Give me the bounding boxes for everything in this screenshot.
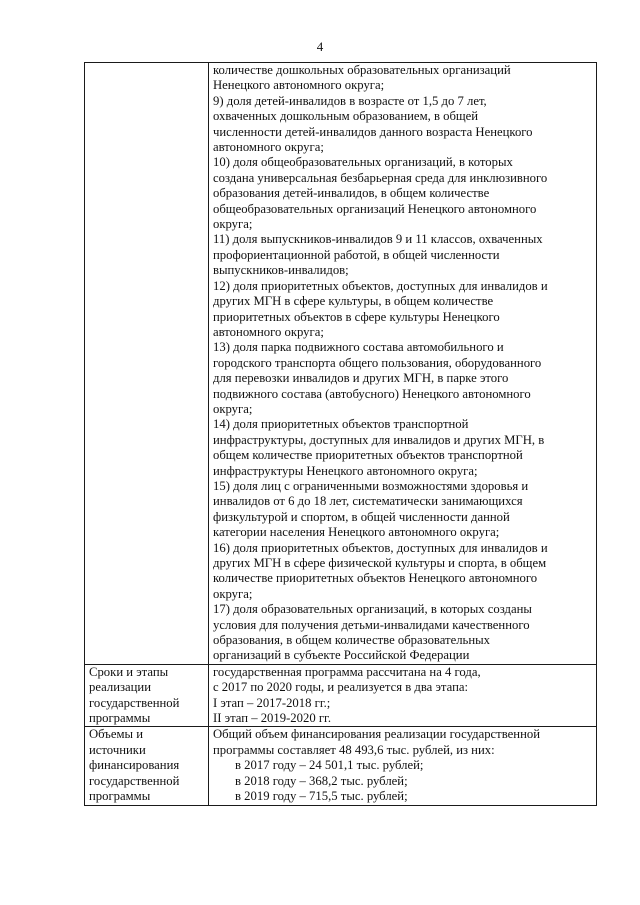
label-line: программы xyxy=(89,711,151,726)
text-line: организаций в субъекте Российской Федерации xyxy=(213,648,470,663)
page-number: 4 xyxy=(316,39,324,54)
text-line: категории населения Ненецкого автономного округа; xyxy=(213,525,500,540)
text-line: государственная программа рассчитана на 4 года, xyxy=(213,664,481,679)
label-line: реализации xyxy=(89,680,152,695)
text-line: округа; xyxy=(213,401,253,416)
text-line: образования детей-инвалидов, в общем количестве xyxy=(213,186,490,201)
text-line: округа; xyxy=(213,586,253,601)
label-line: Сроки и этапы xyxy=(89,664,169,679)
text-line: инфраструктуры Ненецкого автономного округа; xyxy=(213,463,478,478)
text-line: в 2018 году – 368,2 тыс. рублей; xyxy=(235,773,408,788)
text-line: для перевозки инвалидов и других МГН, в парке этого xyxy=(213,371,509,386)
text-line: округа; xyxy=(213,217,253,232)
text-line: 13) доля парка подвижного состава автомобильного и xyxy=(213,340,504,355)
label-line: программы xyxy=(89,789,151,804)
text-line: автономного округа; xyxy=(213,324,324,339)
text-line: численности детей-инвалидов данного возраста Ненецкого xyxy=(213,124,533,139)
text-line: 16) доля приоритетных объектов, доступных для инвалидов и xyxy=(213,540,548,555)
table-body xyxy=(85,63,597,806)
label-line: источники xyxy=(89,742,146,757)
text-line: в 2019 году – 715,5 тыс. рублей; xyxy=(235,789,408,804)
text-line: подвижного состава (автобусного) Ненецкого автономного xyxy=(213,386,531,401)
table-row xyxy=(85,727,597,805)
text-line: охваченных дошкольным образованием, в общей xyxy=(213,109,479,124)
text-line: Ненецкого автономного округа; xyxy=(213,78,385,93)
text-line: 9) доля детей-инвалидов в возрасте от 1,5 до 7 лет, xyxy=(213,93,487,108)
program-passport-table xyxy=(84,62,597,806)
text-line: физкультурой и спортом, в общей численности данной xyxy=(213,509,510,524)
text-line: в 2017 году – 24 501,1 тыс. рублей; xyxy=(235,758,424,773)
text-line: Общий объем финансирования реализации государственной xyxy=(213,727,540,742)
text-line: общеобразовательных организаций Ненецкого автономного xyxy=(213,201,537,216)
text-line: условия для получения детьми-инвалидами качественного xyxy=(213,617,530,632)
text-line: I этап – 2017-2018 гг.; xyxy=(213,695,331,710)
text-line: 12) доля приоритетных объектов, доступных для инвалидов и xyxy=(213,278,548,293)
label-line: Объемы и xyxy=(89,727,144,742)
label-line: государственной xyxy=(89,695,180,710)
row-label-cell xyxy=(85,63,209,665)
text-line: 15) доля лиц с ограниченными возможностями здоровья и xyxy=(213,478,529,493)
text-line: 10) доля общеобразовательных организаций, в которых xyxy=(213,155,513,170)
text-line: с 2017 по 2020 годы, и реализуется в два этапа: xyxy=(213,680,469,695)
text-line: профориентационной работой, в общей численности xyxy=(213,247,500,262)
text-line: приоритетных объектов в сфере культуры Ненецкого xyxy=(213,309,500,324)
text-line: количестве дошкольных образовательных организаций xyxy=(213,63,511,77)
row-label-cell xyxy=(85,664,209,727)
text-line: автономного округа; xyxy=(213,140,324,155)
table-row xyxy=(85,664,597,727)
text-line: 11) доля выпускников-инвалидов 9 и 11 классов, охваченных xyxy=(213,232,543,247)
row-value-cell xyxy=(209,664,597,727)
label-line: государственной xyxy=(89,773,180,788)
row-value-cell xyxy=(209,63,597,665)
table-row xyxy=(85,63,597,665)
text-line: городского транспорта общего пользования, оборудованного xyxy=(213,355,542,370)
text-line: II этап – 2019-2020 гг. xyxy=(213,711,332,726)
text-line: инфраструктуры, доступных для инвалидов и других МГН, в xyxy=(213,432,545,447)
row-value-cell xyxy=(209,727,597,805)
label-line: финансирования xyxy=(89,758,180,773)
text-line: образования, в общем количестве образовательных xyxy=(213,633,491,648)
text-line: других МГН в сфере физической культуры и спорта, в общем xyxy=(213,556,547,570)
text-line: других МГН в сфере культуры, в общем количестве xyxy=(213,294,494,309)
text-line: 17) доля образовательных организаций, в которых созданы xyxy=(213,602,532,617)
text-line: общем количестве приоритетных объектов транспортной xyxy=(213,448,523,463)
text-line: создана универсальная безбарьерная среда для инклюзивного xyxy=(213,170,548,185)
row-label-cell xyxy=(85,727,209,805)
text-line: выпускников-инвалидов; xyxy=(213,263,349,278)
text-line: инвалидов от 6 до 18 лет, систематически занимающихся xyxy=(213,494,523,509)
text-line: количестве приоритетных объектов Ненецкого автономного xyxy=(213,571,538,586)
text-line: 14) доля приоритетных объектов транспортной xyxy=(213,417,469,432)
text-line: программы составляет 48 493,6 тыс. рублей, из них: xyxy=(213,742,495,757)
